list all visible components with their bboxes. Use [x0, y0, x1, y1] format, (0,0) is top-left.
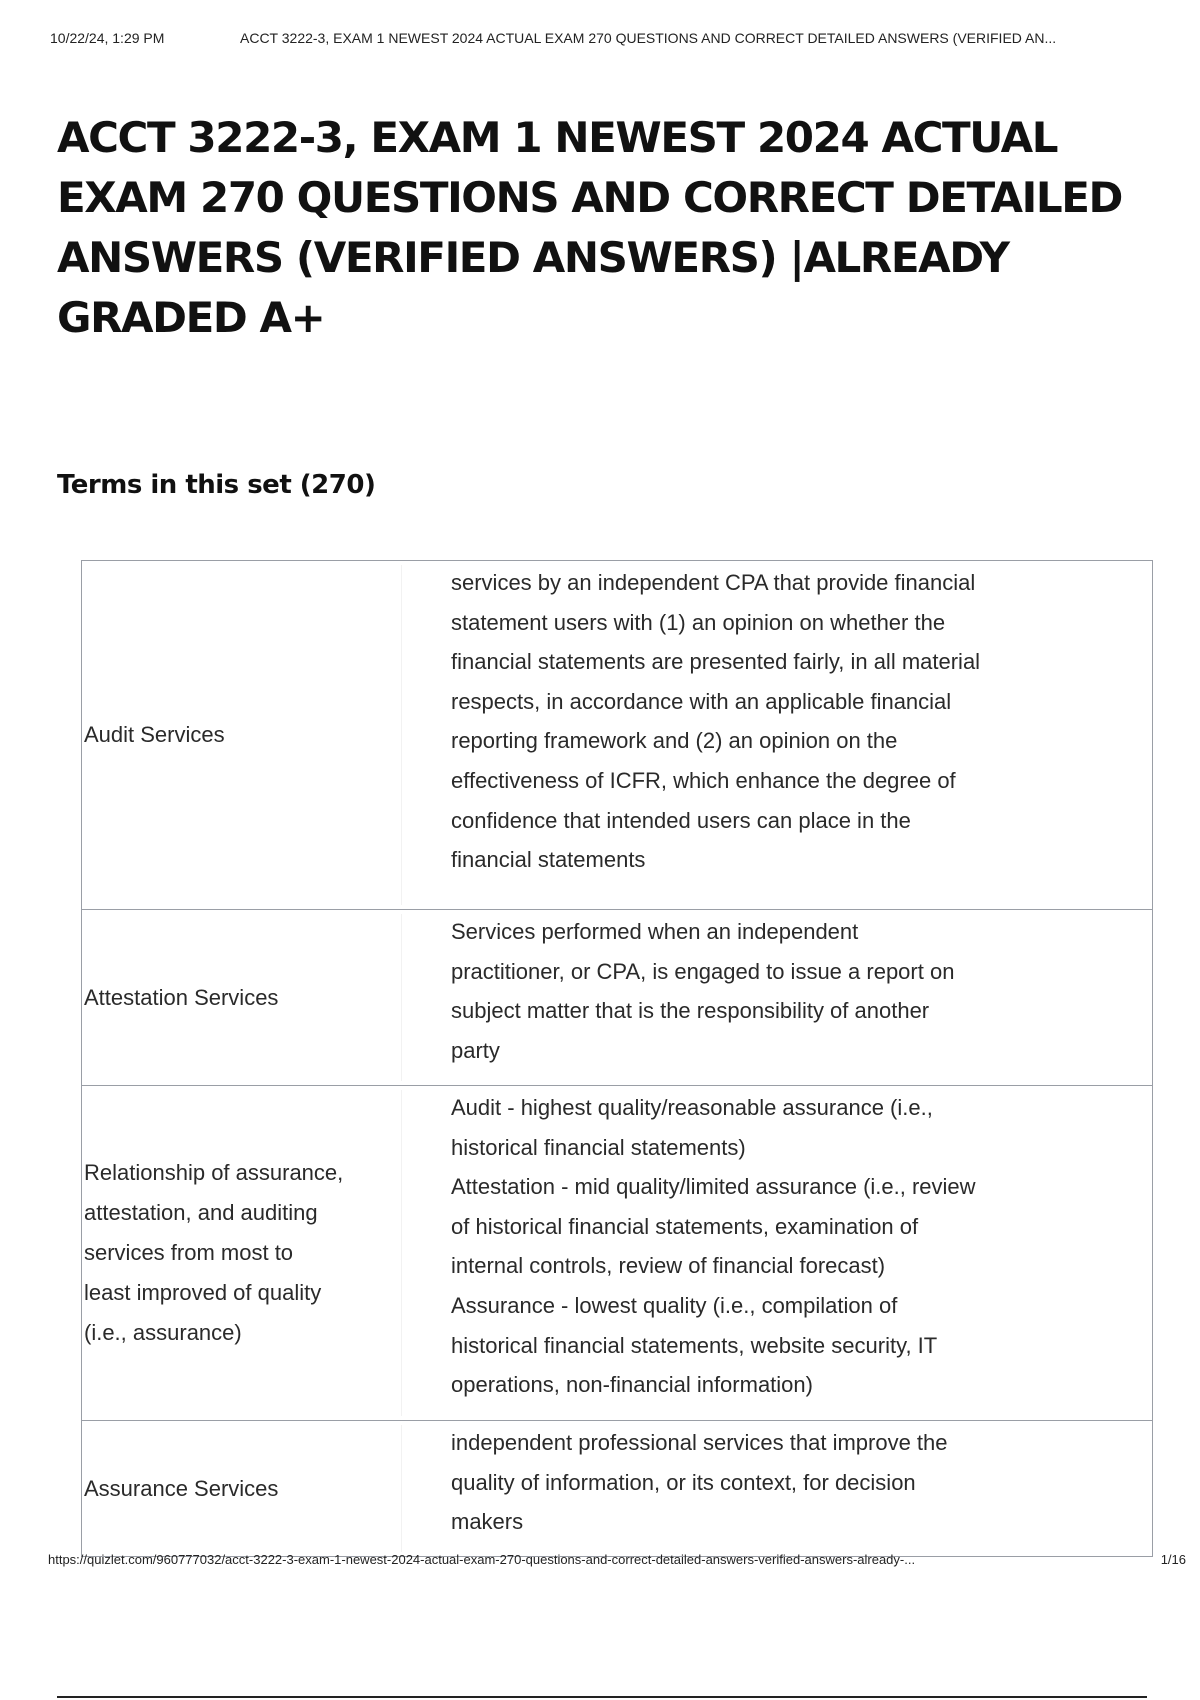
term-cell [82, 914, 402, 1081]
definition-line: operations, non-financial information) [451, 1372, 813, 1398]
definition-line: Services performed when an independent [451, 919, 859, 944]
definition-line: independent professional services that improve the [451, 1430, 948, 1455]
page-divider [57, 1696, 1147, 1698]
term-cell [82, 1090, 402, 1416]
definition-cell [402, 1086, 1152, 1420]
definition-line: of historical financial statements, examination of [451, 1213, 919, 1239]
terms-table [81, 560, 1153, 1557]
term-text [84, 1153, 343, 1353]
term-line: least improved of quality [84, 1280, 322, 1305]
definition-line: practitioner, or CPA, is engaged to issue a report on [451, 958, 955, 984]
page-title-line: GRADED A+ [57, 293, 325, 342]
definition-line: party [451, 1037, 500, 1063]
definition-cell [402, 910, 1152, 1085]
definition-line: confidence that intended users can place in the [451, 807, 911, 833]
term-text: Audit Services [84, 722, 225, 747]
definition-line: Assurance - lowest quality (i.e., compilation of [451, 1292, 898, 1318]
definition-line: Attestation - mid quality/limited assurance (i.e., review [451, 1174, 976, 1200]
definition-line: financial statements are presented fairly, in all material [451, 649, 981, 675]
print-doc-title: ACCT 3222-3, EXAM 1 NEWEST 2024 ACTUAL EXAM 270 QUESTIONS AND CORRECT DETAILED ANSWERS (VERIFIED AN... [240, 30, 1057, 46]
term-text: Assurance Services [84, 1475, 279, 1501]
term-cell [82, 565, 402, 905]
print-footer [48, 1552, 1186, 1572]
definition-line: effectiveness of ICFR, which enhance the degree of [451, 767, 956, 793]
term-line: Relationship of assurance, [84, 1160, 344, 1185]
term-row [82, 910, 1152, 1086]
terms-count-heading: Terms in this set (270) [57, 470, 376, 500]
definition-line: Audit - highest quality/reasonable assurance (i.e., [451, 1095, 933, 1120]
definition-line: respects, in accordance with an applicable financial [451, 688, 952, 714]
definition-line: historical financial statements) [451, 1134, 746, 1160]
page-title [57, 108, 1177, 348]
print-date: 10/22/24, 1:29 PM [50, 30, 165, 46]
definition-line: quality of information, or its context, for decision [451, 1469, 916, 1495]
term-cell [82, 1425, 402, 1552]
definition-cell [402, 561, 1152, 909]
definition-cell [402, 1421, 1152, 1556]
term-line: (i.e., assurance) [84, 1320, 242, 1345]
term-line: services from most to [84, 1240, 294, 1265]
print-header [50, 30, 1186, 50]
definition-line: makers [451, 1509, 524, 1535]
definition-line: subject matter that is the responsibility of another [451, 998, 930, 1024]
term-row [82, 1421, 1152, 1556]
definition-line: services by an independent CPA that provide financial [451, 570, 976, 595]
page-title-line: EXAM 270 QUESTIONS AND CORRECT DETAILED [57, 173, 1122, 222]
page-number: 1/16 [1160, 1552, 1186, 1567]
definition-line: reporting framework and (2) an opinion on the [451, 728, 898, 754]
print-url: https://quizlet.com/960777032/acct-3222-3-exam-1-newest-2024-actual-exam-270-questions-and-correct-detailed-answers-verified-answers-already-... [48, 1552, 916, 1567]
definition-line: financial statements [451, 847, 646, 873]
page-title-line: ACCT 3222-3, EXAM 1 NEWEST 2024 ACTUAL [57, 113, 1058, 162]
term-text: Attestation Services [84, 984, 279, 1010]
page-title-line: ANSWERS (VERIFIED ANSWERS) |ALREADY [57, 233, 1009, 282]
definition-line: historical financial statements, website security, IT [451, 1332, 938, 1358]
term-row [82, 1086, 1152, 1421]
term-line: attestation, and auditing [84, 1200, 318, 1225]
term-row [82, 561, 1152, 910]
definition-line: statement users with (1) an opinion on whether the [451, 609, 946, 635]
definition-line: internal controls, review of financial forecast) [451, 1253, 886, 1279]
